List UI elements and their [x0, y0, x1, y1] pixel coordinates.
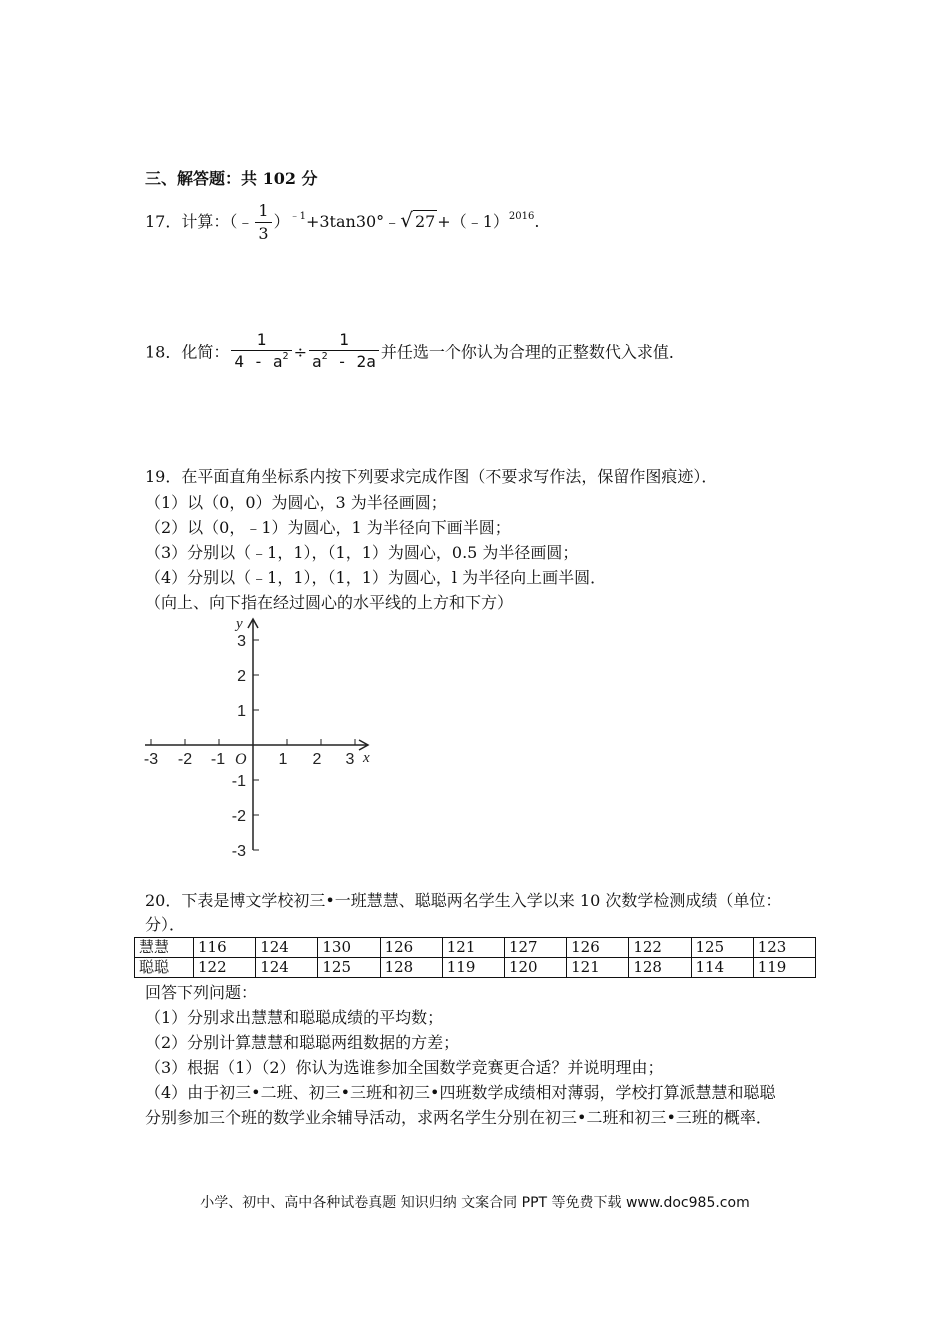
y-tick-label: -2	[231, 808, 246, 825]
q17-after-frac: ）	[273, 212, 290, 231]
q18-operator: ÷	[293, 342, 307, 362]
table-cell: 123	[753, 938, 815, 958]
q18-fraction-1	[231, 330, 291, 376]
q17-fraction	[255, 200, 271, 245]
y-axis-label: y	[236, 616, 243, 632]
table-row	[135, 938, 816, 958]
q20-stem-line-2: 分）．	[145, 915, 186, 934]
q20-answer-intro: 回答下列问题：	[145, 983, 258, 1002]
table-cell: 116	[194, 938, 256, 958]
q17-frac-num: 1	[255, 200, 271, 223]
question-18	[145, 330, 685, 376]
y-tick-label: -3	[231, 843, 246, 860]
table-cell: 124	[256, 938, 318, 958]
q17-frac-den: 3	[258, 224, 269, 243]
x-tick-label: 3	[345, 751, 355, 768]
sqrt-icon: √	[400, 208, 413, 232]
y-tick-label: 2	[237, 668, 246, 685]
table-row	[135, 958, 816, 978]
table-cell-name: 聪聪	[135, 958, 194, 978]
question-17	[145, 200, 539, 245]
x-axis-label: x	[363, 750, 370, 766]
scores-table	[134, 937, 816, 978]
x-tick-label: 1	[278, 751, 288, 768]
table-cell: 124	[256, 958, 318, 978]
q19-item-1: （1）以（0，0）为圆心，3 为半径画圆；	[145, 493, 447, 512]
y-tick-label: -1	[231, 773, 246, 790]
q18-fraction-2	[309, 330, 379, 376]
table-cell: 120	[504, 958, 566, 978]
q17-after-root: +（﹣1）	[437, 212, 509, 231]
table-cell: 126	[567, 938, 629, 958]
q18-frac2-num: 1	[309, 330, 379, 351]
q17-mid: +3tan30°﹣	[305, 212, 401, 231]
q18-frac2-den: a	[311, 352, 322, 371]
q18-frac1-den-exp: 2	[282, 351, 289, 362]
q20-question-4: （4）由于初三•二班、初三•三班和初三•四班数学成绩相对薄弱，学校打算派慧慧和聪聪	[145, 1083, 776, 1102]
q18-frac1-num: 1	[231, 330, 291, 351]
x-tick-label: -3	[143, 751, 159, 768]
table-cell: 121	[567, 958, 629, 978]
section-title: 三、解答题：共 102 分	[145, 169, 318, 188]
q17-exp1: ﹣1	[289, 211, 306, 222]
q20-stem-line-1: 20．下表是博文学校初三•一班慧慧、聪聪两名学生入学以来 10 次数学检测成绩（单位：	[145, 891, 782, 910]
q18-prefix: 18．化简：	[145, 342, 230, 362]
q20-question-1: （1）分别求出慧慧和聪聪成绩的平均数；	[145, 1008, 444, 1027]
q17-prefix: 17．计算：（﹣	[145, 212, 254, 231]
q20-question-4-cont: 分别参加三个班的数学业余辅导活动，求两名学生分别在初三•二班和初三•三班的概率．	[145, 1108, 772, 1127]
table-cell: 119	[442, 958, 504, 978]
q18-frac2-den-exp: 2	[321, 351, 328, 362]
y-tick-label: 1	[237, 703, 246, 720]
coordinate-plane	[135, 612, 380, 864]
footer-text: 小学、初中、高中各种试卷真题 知识归纳 文案合同 PPT 等免费下载 www.doc985.com	[200, 1195, 750, 1211]
table-cell: 127	[504, 938, 566, 958]
table-cell: 119	[753, 958, 815, 978]
table-cell: 126	[380, 938, 442, 958]
q18-suffix: 并任选一个你认为合理的正整数代入求值．	[380, 342, 685, 362]
q17-end: .	[534, 212, 540, 231]
q19-item-3: （3）分别以（﹣1，1），（1，1）为圆心，0.5 为半径画圆；	[145, 543, 579, 562]
table-cell: 125	[318, 958, 380, 978]
q18-frac2-den-tail: - 2a	[327, 352, 376, 371]
table-cell: 125	[691, 938, 753, 958]
table-cell: 122	[629, 938, 691, 958]
q17-exp2: 2016	[508, 211, 535, 222]
q18-frac2-den-wrap	[309, 351, 379, 376]
x-tick-label: 2	[312, 751, 322, 768]
origin-label: O	[235, 751, 247, 768]
table-cell: 122	[194, 958, 256, 978]
q19-note: （向上、向下指在经过圆心的水平线的上方和下方）	[145, 593, 514, 612]
q19-item-2: （2）以（0，﹣1）为圆心，1 为半径向下画半圆；	[145, 518, 511, 537]
q19-item-4: （4）分别以（﹣1，1），（1，1）为圆心，l 为半径向上画半圆．	[145, 568, 607, 587]
table-cell: 128	[629, 958, 691, 978]
x-tick-label: -1	[210, 751, 226, 768]
q19-stem: 19．在平面直角坐标系内按下列要求完成作图（不要求写作法，保留作图痕迹）．	[145, 467, 718, 486]
q18-frac1-den: 4 - a	[234, 352, 283, 371]
table-cell: 128	[380, 958, 442, 978]
q17-radicand: 27	[414, 212, 436, 231]
table-cell: 121	[442, 938, 504, 958]
table-cell-name: 慧慧	[135, 938, 194, 958]
q18-frac1-den-wrap	[231, 351, 291, 376]
table-cell: 130	[318, 938, 380, 958]
table-cell: 114	[691, 958, 753, 978]
q20-question-2: （2）分别计算慧慧和聪聪两组数据的方差；	[145, 1033, 460, 1052]
x-tick-label: -2	[177, 751, 193, 768]
q20-question-3: （3）根据（1）（2）你认为选谁参加全国数学竞赛更合适？并说明理由；	[145, 1058, 664, 1077]
y-tick-label: 3	[237, 633, 246, 650]
